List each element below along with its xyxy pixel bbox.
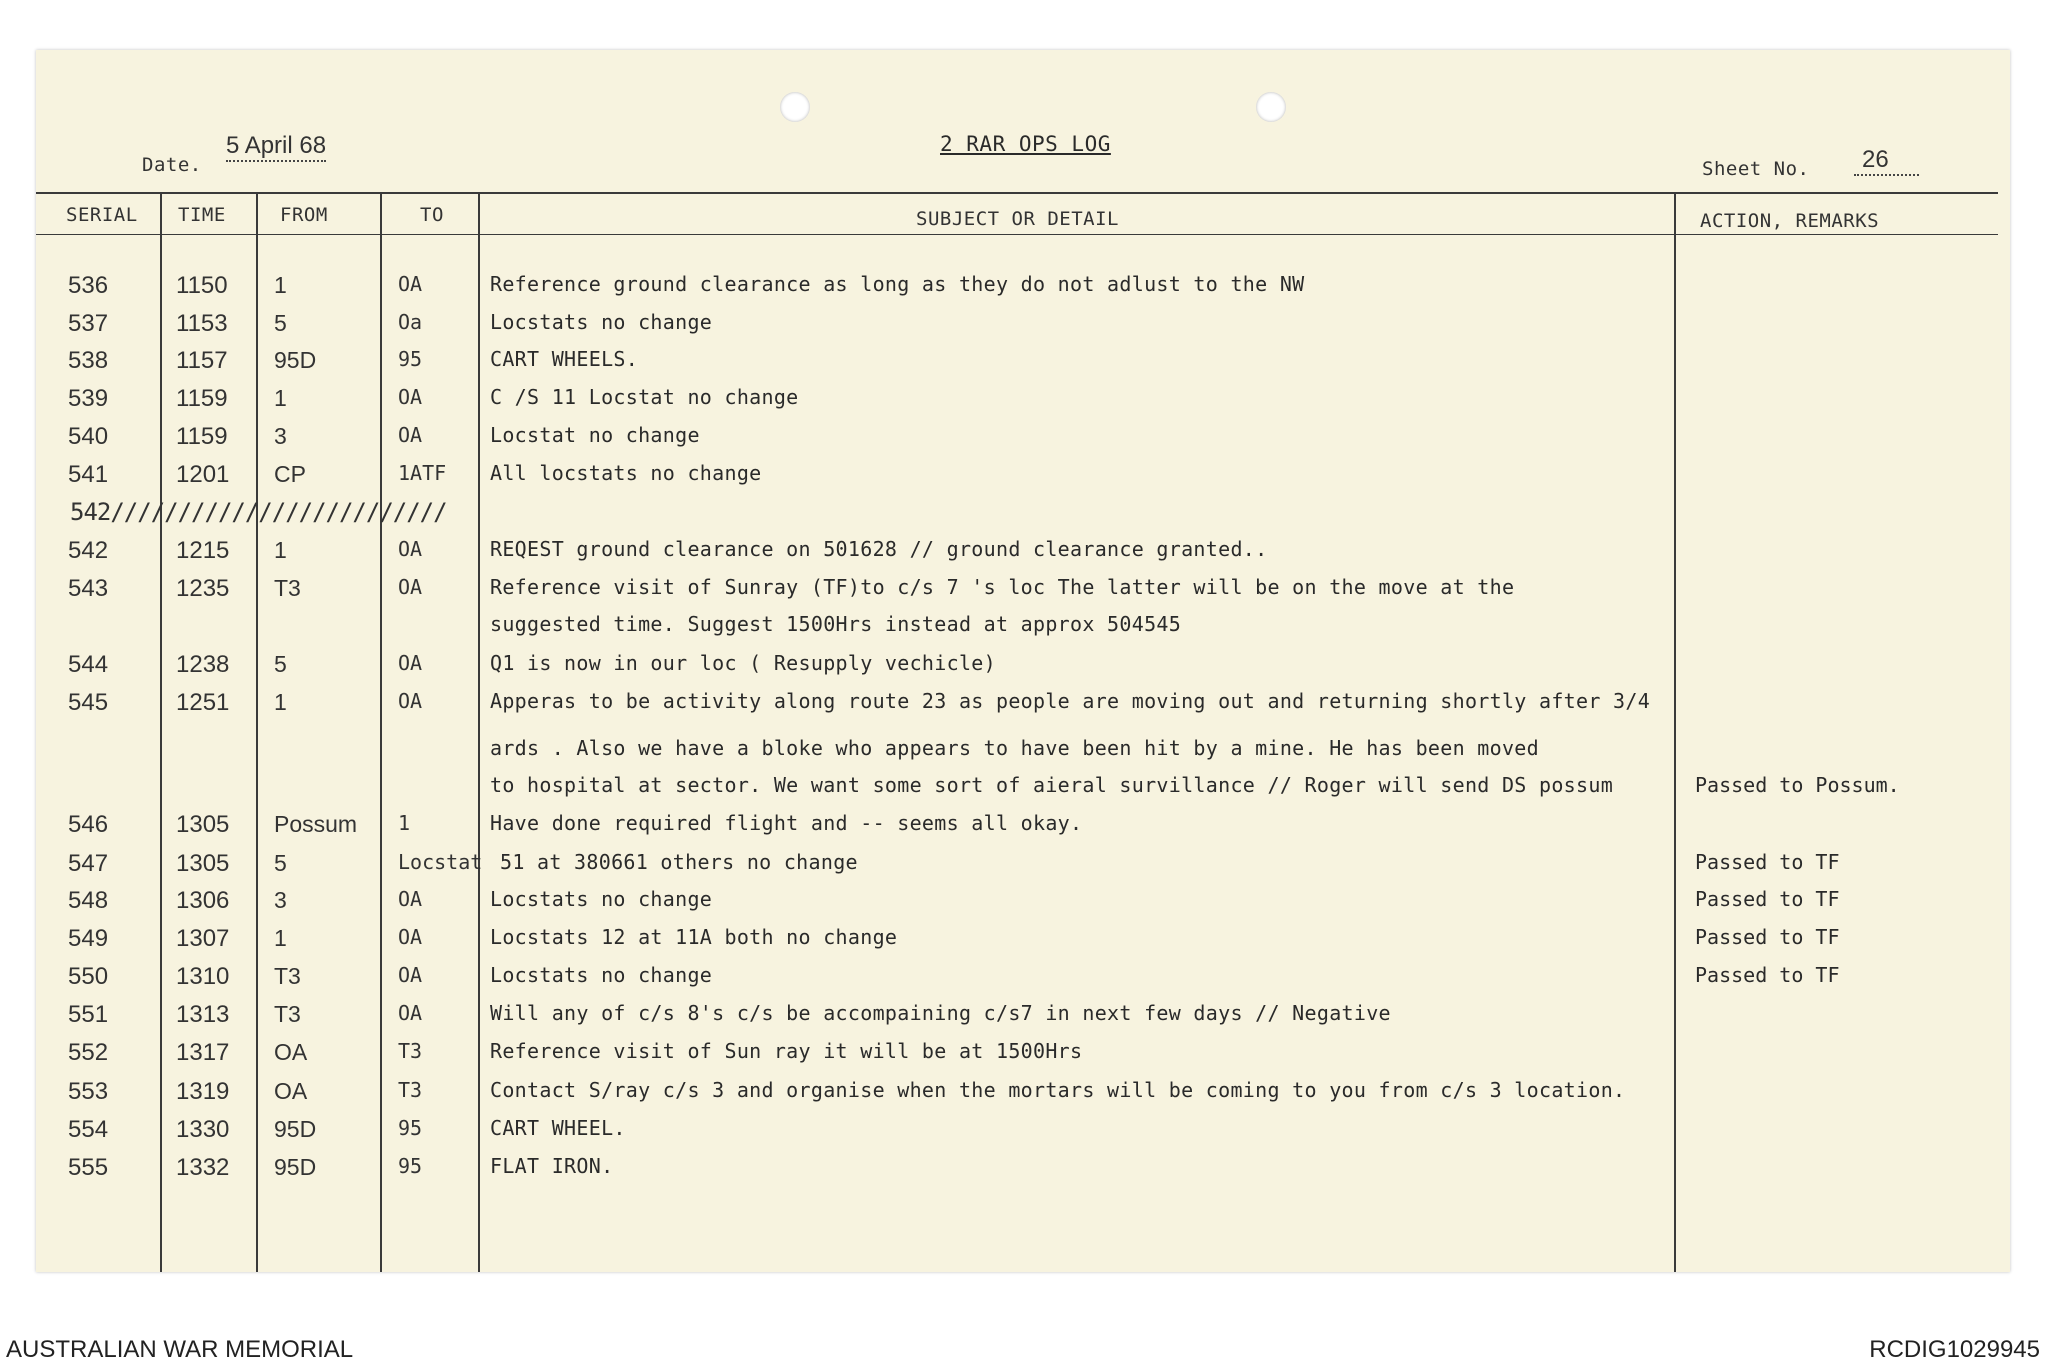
subject-cell: CART WHEEL. — [490, 1116, 626, 1140]
to-cell: T3 — [398, 1078, 423, 1102]
col-subject: SUBJECT OR DETAIL — [916, 208, 1119, 230]
from-cell: 1 — [274, 925, 287, 951]
to-cell: OA — [398, 385, 423, 409]
subject-cell: Reference visit of Sun ray it will be at 1500Hrs — [490, 1039, 1083, 1063]
from-cell: OA — [274, 1039, 308, 1065]
serial-cell: 542 — [68, 537, 109, 564]
action-cell: Passed to Possum. — [1695, 773, 1900, 797]
time-cell: 1330 — [176, 1116, 230, 1143]
to-cell: 95 — [398, 347, 423, 371]
footer-right: RCDIG1029945 — [1869, 1336, 2040, 1363]
time-cell: 1317 — [176, 1039, 230, 1066]
time-cell: 1150 — [176, 272, 228, 299]
to-cell: OA — [398, 1001, 423, 1025]
sheet-label: Sheet No. — [1702, 158, 1810, 180]
time-cell: 1305 — [176, 811, 230, 838]
subject-cell: Locstats 12 at 11A both no change — [490, 925, 898, 949]
log-sheet — [36, 50, 2010, 1272]
time-cell: 1332 — [176, 1154, 230, 1181]
serial-cell: 545 — [68, 689, 109, 716]
to-cell: Locstat — [398, 850, 483, 874]
from-cell: T3 — [274, 575, 301, 601]
time-cell: 1319 — [176, 1078, 230, 1105]
serial-cell: 539 — [68, 385, 109, 412]
serial-cell: 555 — [68, 1154, 109, 1181]
time-cell: 1251 — [176, 689, 230, 716]
from-cell: 1 — [274, 272, 287, 298]
action-cell: Passed to TF — [1695, 850, 1840, 874]
serial-cell: 550 — [68, 963, 109, 990]
subject-cell: Reference visit of Sunray (TF)to c/s 7 's loc The latter will be on the move at the — [490, 575, 1515, 599]
serial-cell: 538 — [68, 347, 109, 374]
subject-cell: Locstats no change — [490, 310, 713, 334]
sheet-value: 26 — [1854, 146, 1919, 176]
col-time: TIME — [178, 204, 226, 226]
to-cell: OA — [398, 925, 423, 949]
subject-cell: REQEST ground clearance on 501628 // ground clearance granted.. — [490, 537, 1268, 561]
subject-cell: Locstats no change — [490, 887, 713, 911]
footer-left: AUSTRALIAN WAR MEMORIAL — [6, 1336, 354, 1363]
subject-cell: Contact S/ray c/s 3 and organise when the mortars will be coming to you from c/s 3 location. — [490, 1078, 1626, 1102]
subject-cell: ards . Also we have a bloke who appears to have been hit by a mine. He has been moved — [490, 736, 1539, 760]
action-cell: Passed to TF — [1695, 963, 1840, 987]
time-cell: 1305 — [176, 850, 230, 877]
col-serial: SERIAL — [66, 204, 138, 226]
subject-cell: Will any of c/s 8's c/s be accompaining c/s7 in next few days // Negative — [490, 1001, 1391, 1025]
serial-cell: 544 — [68, 651, 109, 678]
subject-cell: Locstat no change — [490, 423, 700, 447]
page-title: 2 RAR OPS LOG — [940, 132, 1111, 156]
to-cell: OA — [398, 887, 423, 911]
from-cell: 1 — [274, 385, 287, 411]
time-cell: 1153 — [176, 310, 228, 337]
from-cell: CP — [274, 461, 306, 487]
subject-cell: Apperas to be activity along route 23 as people are moving out and returning shortly after 3/4 — [490, 689, 1651, 713]
subject-cell: CART WHEELS. — [490, 347, 639, 371]
time-cell: 1238 — [176, 651, 230, 678]
serial-cell: 543 — [68, 575, 109, 602]
serial-cell: 546 — [68, 811, 109, 838]
to-cell: T3 — [398, 1039, 423, 1063]
from-cell: 3 — [274, 423, 287, 449]
serial-cell: 536 — [68, 272, 109, 299]
to-cell: OA — [398, 689, 423, 713]
to-cell: OA — [398, 537, 423, 561]
struck-through-row: 542///////////////////////// — [70, 498, 447, 526]
to-cell: OA — [398, 963, 423, 987]
from-cell: 95D — [274, 1154, 317, 1180]
to-cell: OA — [398, 575, 423, 599]
subject-cell: 51 at 380661 others no change — [500, 850, 858, 874]
time-cell: 1313 — [176, 1001, 230, 1028]
serial-cell: 537 — [68, 310, 109, 337]
subject-cell: to hospital at sector. We want some sort of aieral survillance // Roger will send DS possum — [490, 773, 1614, 797]
time-cell: 1159 — [176, 385, 228, 412]
from-cell: 95D — [274, 1116, 317, 1142]
serial-cell: 552 — [68, 1039, 109, 1066]
serial-cell: 540 — [68, 423, 109, 450]
from-cell: 1 — [274, 689, 287, 715]
serial-cell: 551 — [68, 1001, 109, 1028]
serial-cell: 547 — [68, 850, 109, 877]
time-cell: 1159 — [176, 423, 228, 450]
from-cell: OA — [274, 1078, 308, 1104]
serial-cell: 549 — [68, 925, 109, 952]
time-cell: 1215 — [176, 537, 230, 564]
subject-cell: Q1 is now in our loc ( Resupply vechicle) — [490, 651, 996, 675]
subject-cell: C /S 11 Locstat no change — [490, 385, 799, 409]
from-cell: Possum — [274, 811, 358, 837]
to-cell: 95 — [398, 1154, 423, 1178]
to-cell: OA — [398, 651, 423, 675]
from-cell: 5 — [274, 651, 287, 677]
subject-cell: Have done required flight and -- seems all okay. — [490, 811, 1083, 835]
time-cell: 1307 — [176, 925, 230, 952]
time-cell: 1306 — [176, 887, 230, 914]
time-cell: 1235 — [176, 575, 230, 602]
from-cell: T3 — [274, 1001, 301, 1027]
time-cell: 1310 — [176, 963, 230, 990]
to-cell: 1ATF — [398, 461, 447, 485]
from-cell: 5 — [274, 310, 287, 336]
to-cell: 1 — [398, 811, 411, 835]
time-cell: 1157 — [176, 347, 228, 374]
action-cell: Passed to TF — [1695, 925, 1840, 949]
from-cell: 5 — [274, 850, 287, 876]
serial-cell: 548 — [68, 887, 109, 914]
subject-cell: FLAT IRON. — [490, 1154, 614, 1178]
subject-cell: suggested time. Suggest 1500Hrs instead at approx 504545 — [490, 612, 1182, 636]
subject-cell: All locstats no change — [490, 461, 762, 485]
col-action: ACTION, REMARKS — [1700, 210, 1880, 232]
from-cell: T3 — [274, 963, 301, 989]
serial-cell: 553 — [68, 1078, 109, 1105]
date-label: Date. — [142, 154, 202, 176]
serial-cell: 554 — [68, 1116, 109, 1143]
col-to: TO — [420, 204, 444, 226]
to-cell: Oa — [398, 310, 423, 334]
to-cell: OA — [398, 272, 423, 296]
date-value: 5 April 68 — [226, 132, 326, 162]
time-cell: 1201 — [176, 461, 230, 488]
log-rows — [36, 50, 2010, 1272]
col-from: FROM — [280, 204, 328, 226]
subject-cell: Locstats no change — [490, 963, 713, 987]
action-cell: Passed to TF — [1695, 887, 1840, 911]
subject-cell: Reference ground clearance as long as they do not adlust to the NW — [490, 272, 1305, 296]
serial-cell: 541 — [68, 461, 109, 488]
from-cell: 3 — [274, 887, 287, 913]
to-cell: OA — [398, 423, 423, 447]
from-cell: 1 — [274, 537, 287, 563]
from-cell: 95D — [274, 347, 317, 373]
to-cell: 95 — [398, 1116, 423, 1140]
